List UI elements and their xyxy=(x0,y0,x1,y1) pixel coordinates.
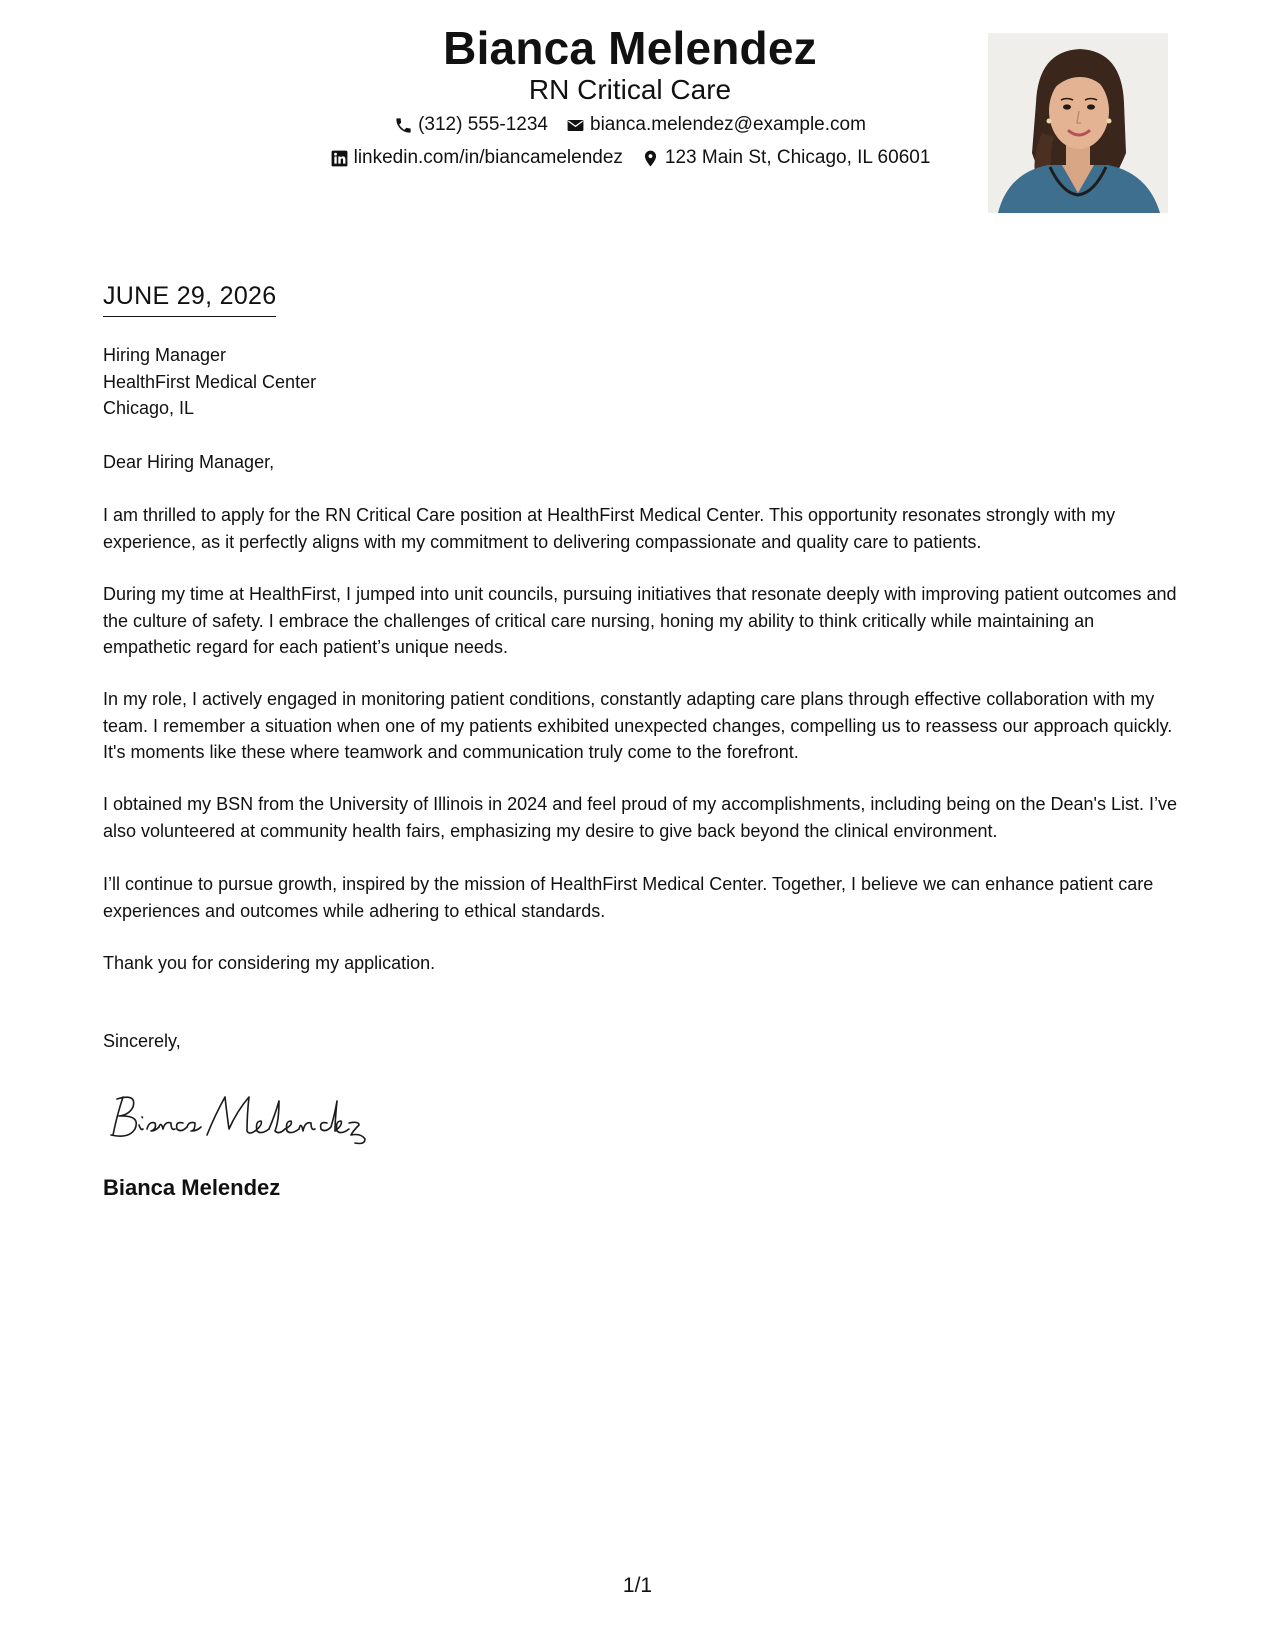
linkedin-text: linkedin.com/in/biancamelendez xyxy=(353,147,623,168)
signed-name: Bianca Melendez xyxy=(103,1175,281,1200)
recipient-location: Chicago, IL xyxy=(103,398,195,418)
body-paragraph-3: In my role, I actively engaged in monitoring patient conditions, constantly adapting care plans through effective collaboration with my team. I remember a situation when one of my patients exhibited unexpected changes, compelling us to reassess our approach quickly. It's moments like these where teamwork and communication truly come to the forefront. xyxy=(103,689,1173,762)
letter-date: JUNE 29, 2026 xyxy=(103,280,276,317)
email-text: bianca.melendez@example.com xyxy=(590,114,866,135)
profile-photo xyxy=(988,33,1168,213)
recipient-company: HealthFirst Medical Center xyxy=(103,371,317,392)
contact-phone xyxy=(394,112,548,138)
salutation: Dear Hiring Manager, xyxy=(103,452,275,472)
handwritten-signature xyxy=(103,1085,383,1147)
body-paragraph-2: During my time at HealthFirst, I jumped into unit councils, pursuing initiatives that resonate deeply with improving patient outcomes and the culture of safety. I embrace the challenges of critical care nursing, honing my ability to think critically while maintaining an empathetic regard for each patient’s unique needs. xyxy=(103,584,1177,657)
page-number: 1/1 xyxy=(622,1574,653,1597)
body-paragraph-1: I am thrilled to apply for the RN Critical Care position at HealthFirst Medical Center. This opportunity resonates strongly with my experience, as it perfectly aligns with my commitment to delivering compassionate and quality care to patients. xyxy=(103,505,1116,552)
recipient-block xyxy=(103,342,1183,422)
applicant-job-title: RN Critical Care xyxy=(528,74,732,105)
applicant-name: Bianca Melendez xyxy=(443,22,817,74)
contact-linkedin[interactable] xyxy=(330,145,623,171)
address-text: 123 Main St, Chicago, IL 60601 xyxy=(664,147,931,168)
recipient-name: Hiring Manager xyxy=(103,345,227,365)
phone-icon xyxy=(394,116,413,135)
map-pin-icon xyxy=(641,149,660,168)
sign-off: Sincerely, xyxy=(103,1031,181,1051)
phone-text: (312) 555-1234 xyxy=(418,114,548,135)
contact-email[interactable] xyxy=(566,112,866,138)
closing-sentence: Thank you for considering my application. xyxy=(103,953,436,973)
body-paragraph-5: I’ll continue to pursue growth, inspired by the mission of HealthFirst Medical Center. Together, I believe we can enhance patient care experiences and outcomes while adhering to ethical standards. xyxy=(103,874,1154,921)
contact-address xyxy=(641,145,930,171)
linkedin-icon xyxy=(330,149,349,168)
body-paragraph-4: I obtained my BSN from the University of Illinois in 2024 and feel proud of my accomplishments, including being on the Dean's List. I’ve also volunteered at community health fairs, emphasizing my desire to give back beyond the clinical environment. xyxy=(103,794,1177,841)
envelope-icon xyxy=(566,116,585,135)
